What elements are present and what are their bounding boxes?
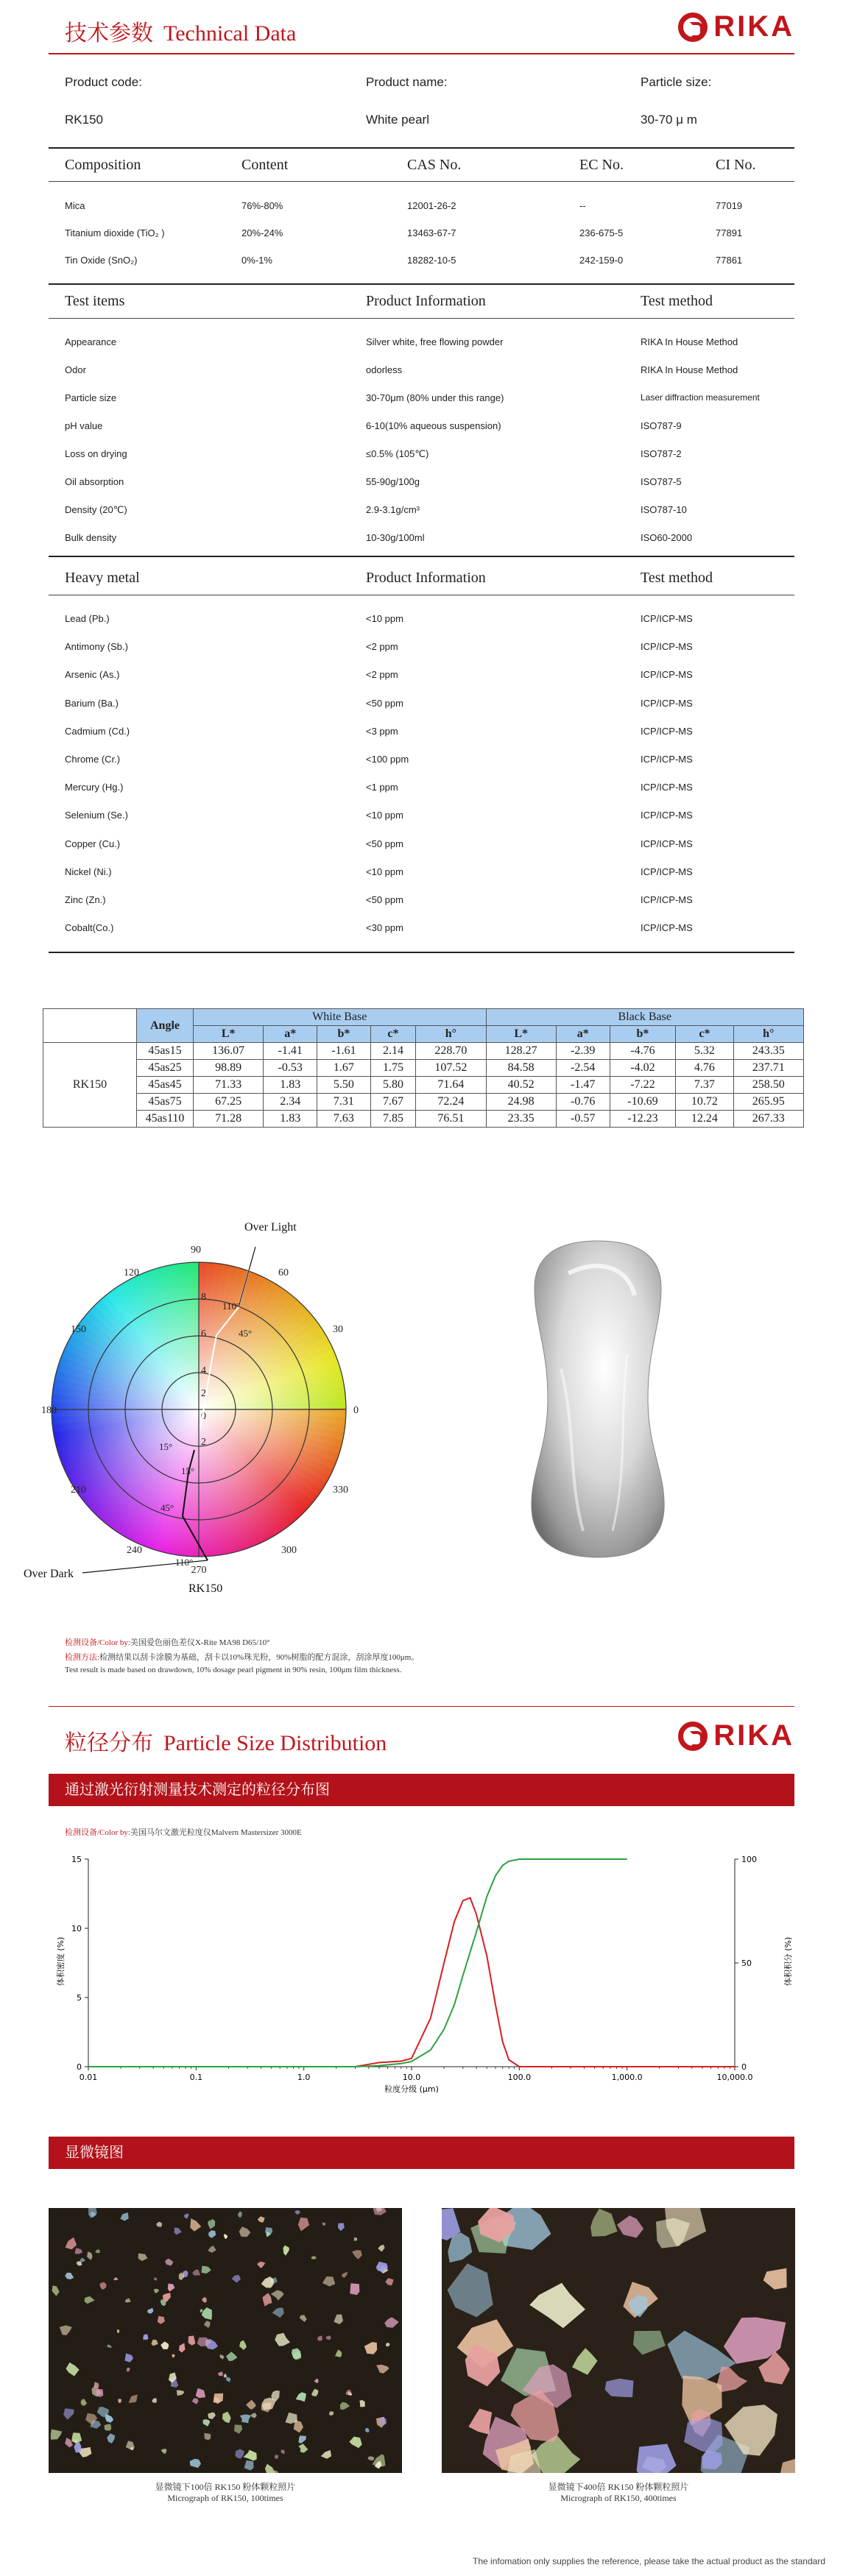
test-cell: Density (20℃)	[65, 504, 127, 515]
value-cell: -2.54	[556, 1060, 610, 1077]
metal-cell: ICP/ICP-MS	[641, 782, 693, 793]
angle-label: 300	[281, 1545, 297, 1556]
value-cell: 228.70	[416, 1043, 486, 1060]
angle-label: 270	[191, 1565, 207, 1576]
test-cell: Oil absorption	[65, 476, 124, 487]
particle-size-value: 30-70 μ m	[641, 113, 697, 127]
metals-rule	[49, 952, 794, 953]
value-cell: 4.76	[676, 1060, 733, 1077]
white-base-header: White Base	[194, 1009, 487, 1026]
psd-device-note	[65, 1826, 302, 1838]
heavy-metal-header: Heavy metal	[65, 570, 140, 586]
composition-cell: 18282-10-5	[407, 255, 456, 266]
caption-en: Micrograph of RK150, 400times	[560, 2493, 677, 2503]
header-rule	[49, 53, 794, 54]
x-tick-label: 0.1	[189, 2073, 203, 2082]
value-cell: 107.52	[416, 1060, 486, 1077]
test-cell: RIKA In House Method	[641, 336, 738, 347]
value-cell: -4.02	[610, 1060, 676, 1077]
point-label: 110°	[222, 1301, 241, 1312]
value-cell: 67.25	[194, 1094, 264, 1111]
table-row	[43, 1060, 804, 1077]
particle-size-label: Particle size:	[641, 75, 712, 89]
value-cell: 237.71	[733, 1060, 803, 1077]
composition-header-rule	[49, 181, 794, 182]
composition-cell: 12001-26-2	[407, 200, 456, 211]
value-cell: 267.33	[733, 1111, 803, 1128]
point-label: 45°	[161, 1502, 174, 1513]
x-axis-label: 粒度分级 (μm)	[384, 2084, 439, 2094]
value-cell: -0.53	[264, 1060, 317, 1077]
test-cell: Loss on drying	[65, 448, 127, 459]
value-cell: 7.31	[317, 1094, 371, 1111]
metal-cell: Cobalt(Co.)	[65, 922, 114, 934]
metal-cell: ICP/ICP-MS	[641, 697, 693, 709]
point-label: 15°	[181, 1465, 195, 1476]
value-cell: -0.76	[556, 1094, 610, 1111]
micrograph-caption-400x	[442, 2480, 795, 2504]
test-cell: Odor	[65, 364, 86, 375]
value-cell: 1.75	[370, 1060, 415, 1077]
angle-label: 0	[353, 1405, 359, 1416]
value-cell: -10.69	[610, 1094, 676, 1111]
value-cell: 136.07	[194, 1043, 264, 1060]
composition-cell: 77019	[716, 200, 743, 211]
page-title	[65, 15, 296, 47]
micrograph-caption-100x	[49, 2480, 402, 2504]
value-cell: 5.80	[370, 1077, 415, 1094]
value-cell: 258.50	[733, 1077, 803, 1094]
angle-label: 210	[71, 1485, 86, 1496]
micrograph-100x	[49, 2208, 402, 2473]
value-cell: -2.39	[556, 1043, 610, 1060]
content-header: Content	[241, 157, 289, 173]
tests-rule	[49, 556, 794, 557]
metal-cell: Chrome (Cr.)	[65, 754, 121, 765]
over-light-label: Over Light	[244, 1221, 297, 1234]
radial-label: 4	[201, 1365, 206, 1376]
metal-method-header: Test method	[641, 570, 713, 586]
value-cell: 2.14	[370, 1043, 415, 1060]
y-left-tick-label: 5	[77, 1993, 82, 2003]
value-cell: 71.64	[416, 1077, 486, 1094]
metal-cell: Zinc (Zn.)	[65, 894, 106, 905]
caption-en: Micrograph of RK150, 100times	[167, 2493, 283, 2503]
point-label: 110°	[175, 1557, 194, 1568]
table-row	[43, 1111, 804, 1128]
cas-header: CAS No.	[407, 157, 462, 173]
micrograph-400x	[442, 2208, 795, 2473]
density-series-line	[88, 1898, 735, 2067]
test-cell: Silver white, free flowing powder	[366, 336, 504, 347]
value-cell: -1.61	[317, 1043, 371, 1060]
test-cell: ≤0.5% (105℃)	[366, 448, 429, 459]
wheel-product-label: RK150	[188, 1582, 223, 1595]
test-cell: ISO787-5	[641, 476, 682, 487]
composition-cell: 77891	[716, 227, 743, 238]
y-left-tick-label: 15	[71, 1855, 82, 1864]
footer-disclaimer: The infomation only supplies the reference, please take the actual product as the standard	[473, 2556, 825, 2566]
angle-cell: 45as45	[137, 1077, 194, 1094]
angle-header: Angle	[137, 1009, 194, 1043]
caption-cn: 显微镜下400倍 RK150 粉体颗粒照片	[548, 2482, 689, 2492]
metal-cell: Lead (Pb.)	[65, 613, 110, 624]
radial-label: 8	[201, 1292, 206, 1303]
value-cell: 84.58	[486, 1060, 556, 1077]
angle-label: 150	[71, 1324, 86, 1335]
metal-cell: ICP/ICP-MS	[641, 838, 693, 849]
metal-cell: Cadmium (Cd.)	[65, 725, 130, 737]
value-cell: -1.47	[556, 1077, 610, 1094]
radial-label: 6	[201, 1328, 206, 1340]
test-cell: 55-90g/100g	[366, 476, 420, 487]
value-cell: 98.89	[194, 1060, 264, 1077]
value-cell: 243.35	[733, 1043, 803, 1060]
psd-title	[65, 1724, 387, 1757]
metal-cell: ICP/ICP-MS	[641, 669, 693, 681]
test-cell: pH value	[65, 420, 103, 431]
composition-cell: 20%-24%	[241, 227, 283, 238]
product-cell: RK150	[43, 1043, 137, 1128]
angle-label: 30	[333, 1324, 343, 1335]
radial-label: 2	[201, 1388, 206, 1399]
angle-label: 60	[278, 1267, 289, 1278]
metal-cell: Selenium (Se.)	[65, 810, 128, 821]
coated-sample-image	[524, 1236, 671, 1560]
product-info-header: Product Information	[366, 293, 486, 309]
ec-header: EC No.	[579, 157, 624, 173]
color-col-header: a*	[264, 1026, 317, 1043]
particle-size-chart	[44, 1847, 803, 2098]
table-row	[43, 1094, 804, 1111]
x-tick-label: 1.0	[297, 2073, 311, 2082]
value-cell: -0.57	[556, 1111, 610, 1128]
angle-label: 180	[41, 1405, 57, 1416]
metal-cell: Copper (Cu.)	[65, 838, 121, 849]
color-device-note	[65, 1636, 269, 1648]
psd-title-cn: 粒径分布	[65, 1731, 153, 1755]
metal-cell: ICP/ICP-MS	[641, 754, 693, 765]
color-col-header: b*	[317, 1026, 371, 1043]
psd-title-en: Particle Size Distribution	[163, 1731, 387, 1755]
x-tick-label: 1,000.0	[611, 2073, 643, 2082]
value-cell: 7.85	[370, 1111, 415, 1128]
test-cell: Bulk density	[65, 532, 117, 543]
value-cell: 5.50	[317, 1077, 371, 1094]
y-axis-left-label: 体积密度 (%)	[56, 1936, 66, 1986]
ci-header: CI No.	[716, 157, 756, 173]
metal-cell: <3 ppm	[366, 725, 398, 737]
color-col-header: b*	[610, 1026, 676, 1043]
value-cell: 1.83	[264, 1077, 317, 1094]
chart-series	[88, 1859, 735, 2067]
value-cell: 128.27	[486, 1043, 556, 1060]
y-left-tick-label: 10	[71, 1924, 82, 1933]
metal-cell: <2 ppm	[366, 641, 398, 653]
logo-text: RIKA	[713, 10, 794, 43]
y-right-tick-label: 100	[741, 1855, 757, 1864]
psd-banner: 通过激光衍射测量技术测定的粒径分布图	[49, 1774, 794, 1806]
composition-cell: 242-159-0	[579, 255, 624, 266]
metal-cell: <50 ppm	[366, 894, 403, 905]
table-corner	[43, 1009, 137, 1043]
composition-cell: 236-675-5	[579, 227, 624, 238]
color-wheel-chart	[15, 1214, 398, 1612]
value-cell: 71.33	[194, 1077, 264, 1094]
angle-label: 240	[127, 1545, 142, 1556]
angle-cell: 45as15	[137, 1043, 194, 1060]
y-right-tick-label: 0	[741, 2062, 747, 2072]
y-left-tick-label: 0	[77, 2062, 82, 2072]
product-code-label: Product code:	[65, 75, 142, 89]
test-cell: ISO787-2	[641, 448, 682, 459]
value-cell: 7.67	[370, 1094, 415, 1111]
composition-cell: Tin Oxide (SnO₂)	[65, 255, 138, 266]
test-cell: RIKA In House Method	[641, 364, 738, 375]
tests-header-rule	[49, 318, 794, 319]
test-cell: ISO787-10	[641, 504, 687, 515]
x-tick-label: 100.0	[507, 2073, 532, 2082]
metal-cell: ICP/ICP-MS	[641, 613, 693, 624]
value-cell: -12.23	[610, 1111, 676, 1128]
test-method-header: Test method	[641, 293, 713, 309]
metal-cell: ICP/ICP-MS	[641, 641, 693, 653]
value-cell: 72.24	[416, 1094, 486, 1111]
value-cell: 7.37	[676, 1077, 733, 1094]
product-rule	[49, 147, 794, 149]
device-label: 检测设备/Color by:	[65, 1638, 130, 1647]
composition-header: Composition	[65, 157, 141, 173]
cumulative-series-line	[88, 1859, 627, 2067]
metal-cell: ICP/ICP-MS	[641, 725, 693, 737]
value-cell: -7.22	[610, 1077, 676, 1094]
color-col-header: L*	[486, 1026, 556, 1043]
metal-cell: ICP/ICP-MS	[641, 922, 693, 934]
metal-cell: <10 ppm	[366, 613, 403, 624]
test-cell: Particle size	[65, 392, 117, 403]
x-tick-label: 10.0	[402, 2073, 421, 2082]
metal-cell: <50 ppm	[366, 697, 403, 709]
product-code-value: RK150	[65, 113, 103, 127]
color-col-header: c*	[676, 1026, 733, 1043]
value-cell: 265.95	[733, 1094, 803, 1111]
composition-cell: Mica	[65, 200, 85, 211]
metal-cell: <1 ppm	[366, 782, 398, 793]
metal-cell: Barium (Ba.)	[65, 697, 119, 709]
composition-cell: 13463-67-7	[407, 227, 456, 238]
title-en: Technical Data	[163, 21, 297, 46]
composition-cell: 77861	[716, 255, 743, 266]
test-cell: 2.9-3.1g/cm³	[366, 504, 420, 515]
metal-cell: <10 ppm	[366, 866, 403, 877]
test-cell: Laser diffraction measurement	[641, 392, 760, 403]
point-label: 15°	[159, 1441, 173, 1452]
rika-logo	[678, 10, 794, 43]
method-label: 检测方法:	[65, 1653, 100, 1662]
value-cell: 71.28	[194, 1111, 264, 1128]
angle-cell: 45as110	[137, 1111, 194, 1128]
metal-cell: Nickel (Ni.)	[65, 866, 112, 877]
metal-cell: <100 ppm	[366, 754, 409, 765]
value-cell: 24.98	[486, 1094, 556, 1111]
metal-cell: <50 ppm	[366, 838, 403, 849]
value-cell: 10.72	[676, 1094, 733, 1111]
test-cell: odorless	[366, 364, 403, 375]
chart-axes	[71, 1855, 757, 2082]
metal-cell: Mercury (Hg.)	[65, 782, 124, 793]
value-cell: 2.34	[264, 1094, 317, 1111]
metal-cell: Antimony (Sb.)	[65, 641, 128, 653]
value-cell: -1.41	[264, 1043, 317, 1060]
table-row	[43, 1043, 804, 1060]
psd-device-text: 美国马尔文激光粒度仪Malvern Mastersizer 3000E	[130, 1828, 302, 1837]
metal-cell: <10 ppm	[366, 810, 403, 821]
color-data-table	[43, 1008, 804, 1128]
composition-cell: --	[579, 200, 586, 211]
radial-label: 2	[201, 1437, 206, 1448]
value-cell: 1.83	[264, 1111, 317, 1128]
test-cell: 10-30g/100ml	[366, 532, 425, 543]
color-col-header: h°	[416, 1026, 486, 1043]
y-right-tick-label: 50	[741, 1958, 752, 1968]
value-cell: 23.35	[486, 1111, 556, 1128]
device-text: 美国爱色丽色差仪X-Rite MA98 D65/10°	[130, 1638, 270, 1647]
table-row	[43, 1077, 804, 1094]
color-col-header: L*	[194, 1026, 264, 1043]
value-cell: 7.63	[317, 1111, 371, 1128]
angle-cell: 45as75	[137, 1094, 194, 1111]
value-cell: 40.52	[486, 1077, 556, 1094]
point-label: 45°	[239, 1328, 253, 1339]
microscope-banner: 显微镜图	[49, 2137, 794, 2169]
angle-cell: 45as25	[137, 1060, 194, 1077]
value-cell: 5.32	[676, 1043, 733, 1060]
caption-cn: 显微镜下100倍 RK150 粉体颗粒照片	[155, 2482, 296, 2492]
section-separator	[49, 1706, 794, 1707]
angle-label: 330	[333, 1485, 348, 1496]
metal-cell: ICP/ICP-MS	[641, 894, 693, 905]
value-cell: 12.24	[676, 1111, 733, 1128]
product-name-label: Product name:	[366, 75, 448, 89]
test-cell: ISO60-2000	[641, 532, 693, 543]
composition-cell: Titanium dioxide (TiO₂ )	[65, 227, 165, 238]
title-cn: 技术参数	[65, 21, 153, 46]
product-name-value: White pearl	[366, 113, 429, 127]
angle-label: 120	[124, 1267, 139, 1278]
logo-text: RIKA	[713, 1719, 794, 1752]
value-cell: 1.67	[317, 1060, 371, 1077]
method-note-en: Test result is made based on drawdown, 10% dosage pearl pigment in 90% resin, 100μm film thickness.	[65, 1666, 402, 1674]
psd-device-label: 检测设备/Color by:	[65, 1828, 130, 1837]
radial-label: 0	[201, 1411, 206, 1422]
color-col-header: a*	[556, 1026, 610, 1043]
composition-cell: 76%-80%	[241, 200, 283, 211]
value-cell: 76.51	[416, 1111, 486, 1128]
black-base-header: Black Base	[486, 1009, 803, 1026]
metal-cell: Arsenic (As.)	[65, 669, 120, 681]
test-cell: Appearance	[65, 336, 117, 347]
metal-cell: <30 ppm	[366, 922, 403, 934]
metal-cell: ICP/ICP-MS	[641, 866, 693, 877]
angle-label: 90	[191, 1245, 201, 1256]
logo-mark-icon	[678, 13, 708, 42]
logo-mark-icon	[678, 1722, 708, 1751]
metal-cell: <2 ppm	[366, 669, 398, 681]
metal-cell: ICP/ICP-MS	[641, 810, 693, 821]
metal-info-header: Product Information	[366, 570, 486, 586]
test-cell: ISO787-9	[641, 420, 682, 431]
color-col-header: c*	[370, 1026, 415, 1043]
value-cell: -4.76	[610, 1043, 676, 1060]
rika-logo-2	[678, 1719, 794, 1752]
composition-rule	[49, 283, 794, 285]
method-note	[65, 1651, 419, 1663]
over-dark-label: Over Dark	[24, 1568, 74, 1580]
y-axis-right-label: 体积积分 (%)	[783, 1936, 793, 1986]
test-cell: 30-70μm (80% under this range)	[366, 392, 504, 403]
method-text: 检测结果以刮卡涂膜为基础，刮卡以10%珠光粉，90%树脂的配方混涂，刮涂厚度100μm。	[99, 1653, 420, 1662]
x-tick-label: 0.01	[79, 2073, 98, 2082]
color-col-header: h°	[733, 1026, 803, 1043]
test-items-header: Test items	[65, 293, 125, 309]
composition-cell: 0%-1%	[241, 255, 272, 266]
test-cell: 6-10(10% aqueous suspension)	[366, 420, 501, 431]
x-tick-label: 10,000.0	[716, 2073, 753, 2082]
